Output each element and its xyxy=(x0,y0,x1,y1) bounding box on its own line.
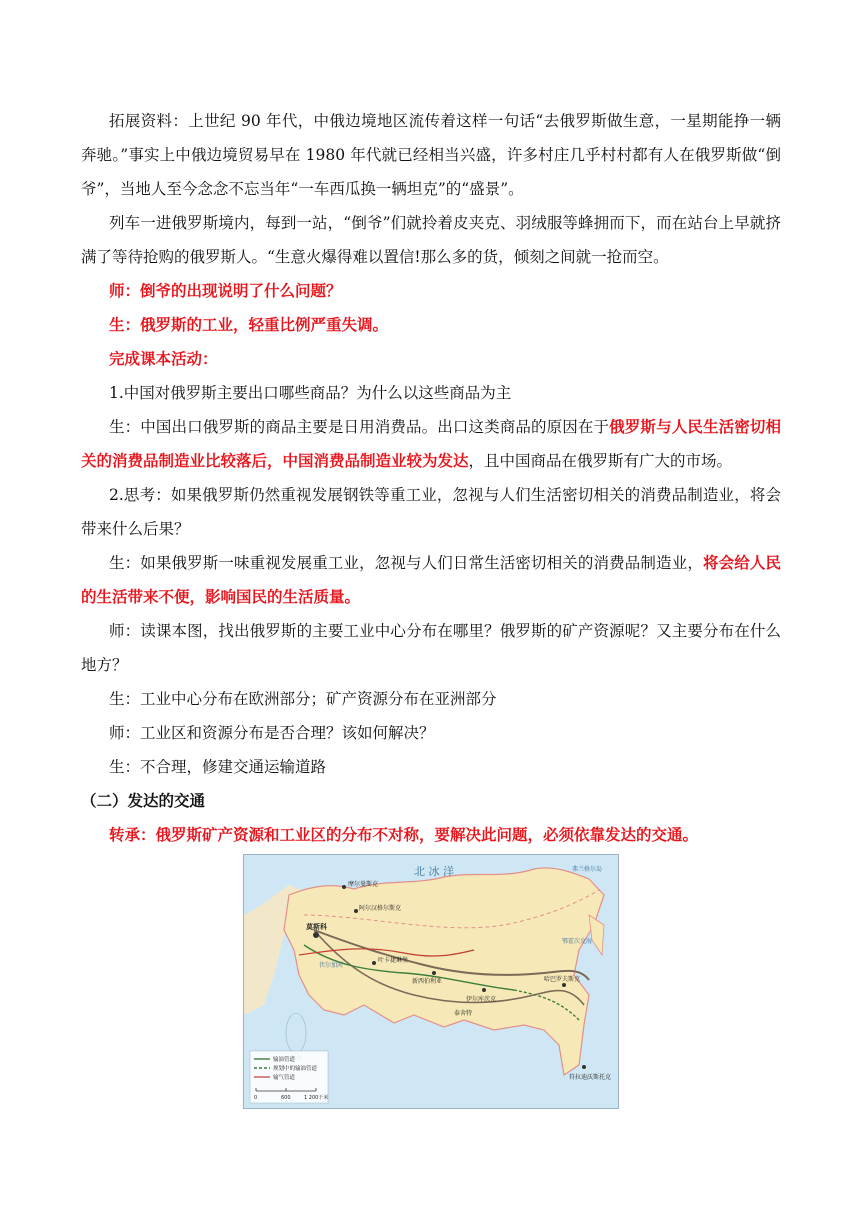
scale-label-0: 0 xyxy=(254,1095,258,1101)
section-heading: （二）发达的交通 xyxy=(81,792,206,810)
teacher-question-2: 师：读课本图，找出俄罗斯的主要工业中心分布在哪里？俄罗斯的矿产资源呢？又主要分布在什么地方？ xyxy=(81,622,781,674)
activity-heading: 完成课本活动： xyxy=(109,350,218,368)
scale-label-600: 600 xyxy=(281,1095,291,1101)
map-city-khabarovsk xyxy=(562,983,566,987)
map-city-arkhangelsk xyxy=(354,909,358,913)
map-city-murmansk xyxy=(342,885,346,889)
map-city-vladivostok xyxy=(582,1065,586,1069)
answer-1-highlight: 俄罗斯与人民生活密切相关的消费品制造业比较落后，中国消费品制造业较为发达 xyxy=(81,418,781,470)
russia-transport-map xyxy=(243,854,619,1109)
map-city-yekaterinburg xyxy=(372,961,376,965)
paragraph-extended-material: 拓展资料：上世纪 90 年代，中俄边境地区流传着这样一句话“去俄罗斯做生意，一星期能挣一辆奔驰。”事实上中俄边境贸易早在 1980 年代就已经相当兴盛，许多村庄几乎村村都有人在俄罗斯做“倒爷”，当地人至今念念不忘当年“一车西瓜换一辆坦克”的“盛景”。 xyxy=(81,112,781,198)
paragraph-train-story: 列车一进俄罗斯境内，每到一站，“倒爷”们就拎着皮夹克、羽绒服等蜂拥而下，而在站台上早就挤满了等待抢购的俄罗斯人。“生意火爆得难以置信!那么多的货，倾刻之间就一抢而空。 xyxy=(81,214,781,266)
map-city-novosibirsk xyxy=(432,971,436,975)
answer-2-highlight: 将会给人民的生活带来不便，影响国民的生活质量。 xyxy=(81,554,781,606)
map-label-vladivostok: 符拉迪沃斯托克 xyxy=(569,1074,612,1081)
student-answer-3: 生：不合理，修建交通运输道路 xyxy=(109,758,327,776)
activity-answer-2 xyxy=(81,546,781,614)
teacher-question-1: 师：倒爷的出现说明了什么问题？ xyxy=(109,282,342,300)
legend-gas-label: 输气管道 xyxy=(273,1075,296,1081)
scale-label-1200: 1 200千米 xyxy=(304,1095,329,1101)
student-answer-1: 生：俄罗斯的工业，轻重比例严重失调。 xyxy=(109,316,389,334)
map-city-moscow xyxy=(313,932,319,938)
map-label-novosibirsk: 新西伯利亚 xyxy=(412,978,443,985)
answer-2-text: 生：如果俄罗斯一味重视发展重工业，忽视与人们日常生活密切相关的消费品制造业， xyxy=(109,554,703,572)
teacher-question-3: 师：工业区和资源分布是否合理？该如何解决？ xyxy=(109,724,435,742)
map-label-moscow: 莫斯科 xyxy=(306,923,327,931)
map-caspian-sea xyxy=(286,1013,306,1053)
legend-oil-label: 输油管道 xyxy=(273,1057,296,1063)
map-label-irkutsk: 伊尔库茨克 xyxy=(466,996,497,1003)
legend-planned-oil-label: 规划中的输油管道 xyxy=(273,1066,318,1072)
map-label-khabarovsk: 哈巴罗夫斯克 xyxy=(544,976,581,983)
map-label-yekaterinburg: 叶卡捷琳堡 xyxy=(378,957,409,964)
map-label-okhotsk: 鄂霍次克海 xyxy=(562,938,593,945)
map-label-volga: 伏尔加河 xyxy=(319,962,344,969)
activity-item-2: 2.思考：如果俄罗斯仍然重视发展钢铁等重工业，忽视与人们生活密切相关的消费品制造业，将会带来什么后果？ xyxy=(81,486,781,538)
answer-1-tail: ，且中国商品在俄罗斯有广大的市场。 xyxy=(468,452,733,470)
map-label-arkhangelsk: 阿尔汉格尔斯克 xyxy=(359,905,402,912)
answer-1-text: 生：中国出口俄罗斯的商品主要是日用消费品。出口这类商品的原因在于 xyxy=(109,418,610,436)
map-label-murmansk: 摩尔曼斯克 xyxy=(348,881,379,888)
student-answer-2: 生：工业中心分布在欧洲部分；矿产资源分布在亚洲部分 xyxy=(109,690,497,708)
map-label-wrangel: 弗兰格尔岛 xyxy=(572,866,603,873)
transition-text: 转承：俄罗斯矿产资源和工业区的分布不对称，要解决此问题，必须依靠发达的交通。 xyxy=(109,826,699,844)
map-label-ocean: 北 冰 洋 xyxy=(414,865,454,878)
map-label-taishet: 泰舍特 xyxy=(454,1010,473,1017)
map-city-irkutsk xyxy=(482,988,486,992)
activity-answer-1 xyxy=(81,410,781,478)
activity-item-1: 1.中国对俄罗斯主要出口哪些商品？为什么以这些商品为主 xyxy=(109,384,512,402)
